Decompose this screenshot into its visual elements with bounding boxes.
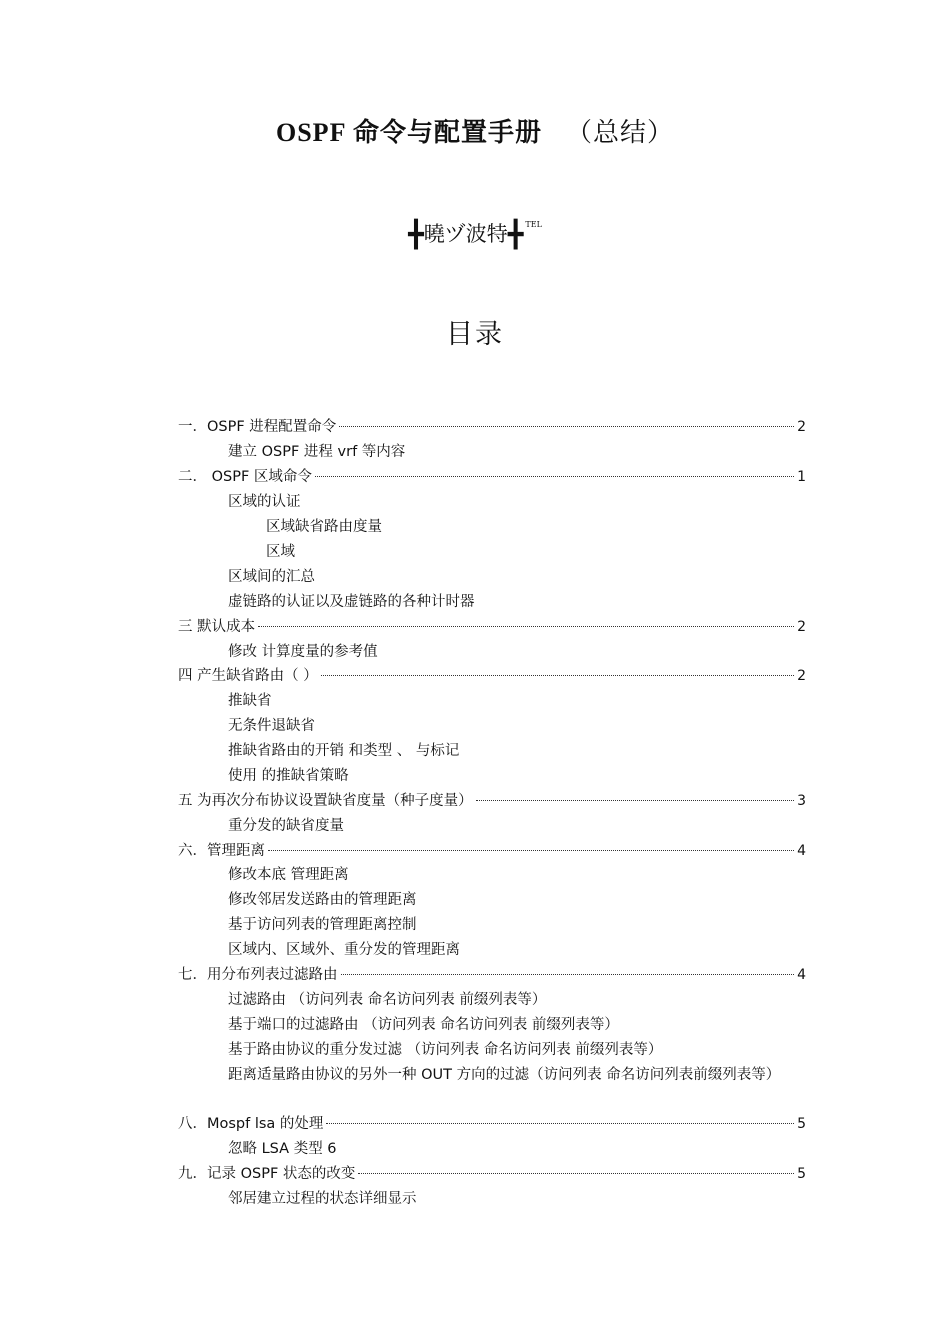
toc-subentry-level2[interactable]: 区域缺省路由度量: [266, 519, 382, 535]
toc-entry-page: 5: [797, 1166, 806, 1182]
toc-entry-page: 5: [797, 1116, 806, 1132]
toc-subentry[interactable]: 过滤路由 （访问列表 命名访问列表 前缀列表等）: [228, 992, 547, 1008]
dot-leader: [315, 476, 794, 477]
dot-leader: [358, 1173, 794, 1174]
author-line: [0, 218, 950, 250]
toc-subentry[interactable]: 修改邻居发送路由的管理距离: [228, 892, 417, 908]
toc-entry-page: 3: [797, 793, 806, 809]
toc-entry[interactable]: [178, 665, 806, 687]
toc-entry-label: 七．用分布列表过滤路由: [178, 967, 338, 983]
toc-subentry[interactable]: 忽略 LSA 类型 6: [228, 1141, 337, 1157]
toc-entry[interactable]: [178, 790, 806, 812]
toc-entry-page: 1: [797, 469, 806, 485]
author-sup: TEL: [525, 220, 542, 229]
title-main: OSPF 命令与配置手册: [276, 118, 542, 147]
toc-entry[interactable]: [178, 840, 806, 862]
toc-subentry[interactable]: 邻居建立过程的状态详细显示: [228, 1191, 417, 1207]
document-title: [0, 112, 950, 149]
toc-subentry[interactable]: 区域间的汇总: [228, 569, 315, 585]
toc-subentry[interactable]: 虚链路的认证以及虚链路的各种计时器: [228, 594, 475, 610]
toc-entry-label: 一．OSPF 进程配置命令: [178, 419, 337, 435]
toc-entry[interactable]: [178, 466, 806, 488]
toc-subentry[interactable]: 重分发的缺省度量: [228, 818, 344, 834]
toc-entry-label: 二． OSPF 区域命令: [178, 469, 312, 485]
dot-leader: [268, 850, 794, 851]
toc-entry-page: 2: [797, 619, 806, 635]
dot-leader: [326, 1123, 794, 1124]
toc-subentry[interactable]: 使用 的推缺省策略: [228, 768, 349, 784]
toc-entry-page: 2: [797, 419, 806, 435]
dot-leader: [258, 626, 794, 627]
toc-entry[interactable]: [178, 1113, 806, 1135]
toc-heading: 目录: [446, 319, 504, 350]
title-paren: （总结）: [565, 118, 674, 147]
toc-entry-label: 六．管理距离: [178, 843, 265, 859]
dot-leader: [321, 675, 794, 676]
dot-leader: [341, 974, 795, 975]
toc-subentry[interactable]: 区域内、区域外、重分发的管理距离: [228, 942, 460, 958]
dot-leader: [476, 800, 794, 801]
toc-entry[interactable]: [178, 964, 806, 986]
toc-entry[interactable]: [178, 416, 806, 438]
toc-subentry[interactable]: 基于访问列表的管理距离控制: [228, 917, 417, 933]
toc-subentry[interactable]: 距离适量路由协议的另外一种 OUT 方向的过滤（访问列表 命名访问列表前缀列表等）: [228, 1067, 781, 1083]
toc-entry-page: 4: [797, 843, 806, 859]
toc-subentry[interactable]: 推缺省路由的开销 和类型 、 与标记: [228, 743, 460, 759]
toc-entry-label: 八．Mospf lsa 的处理: [178, 1116, 324, 1132]
toc-entry-label: 四 产生缺省路由（ ）: [178, 668, 318, 684]
toc-entry-page: 2: [797, 668, 806, 684]
toc-entry[interactable]: [178, 616, 806, 638]
toc-subentry[interactable]: 推缺省: [228, 693, 272, 709]
toc-entry-label: 五 为再次分布协议设置缺省度量（种子度量）: [178, 793, 473, 809]
toc-subentry[interactable]: 基于路由协议的重分发过滤 （访问列表 命名访问列表 前缀列表等）: [228, 1042, 663, 1058]
dot-leader: [339, 426, 794, 427]
author-name: 曉ヅ波特: [423, 222, 508, 246]
toc-entry-label: 三 默认成本: [178, 619, 256, 635]
toc-subentry[interactable]: 建立 OSPF 进程 vrf 等内容: [228, 444, 406, 460]
toc-subentry[interactable]: 修改 计算度量的参考值: [228, 644, 378, 660]
toc-subentry-level2[interactable]: 区域: [266, 544, 295, 560]
toc-entry-page: 4: [797, 967, 806, 983]
toc-entry-label: 九．记录 OSPF 状态的改变: [178, 1166, 356, 1182]
toc-subentry[interactable]: 无条件退缺省: [228, 718, 315, 734]
toc-subentry[interactable]: 修改本底 管理距离: [228, 867, 349, 883]
toc-entry[interactable]: [178, 1163, 806, 1185]
cross-left-icon: ╋: [408, 220, 424, 250]
toc-subentry[interactable]: 基于端口的过滤路由 （访问列表 命名访问列表 前缀列表等）: [228, 1017, 619, 1033]
toc-subentry[interactable]: 区域的认证: [228, 494, 301, 510]
cross-right-icon: ╋: [507, 220, 524, 250]
